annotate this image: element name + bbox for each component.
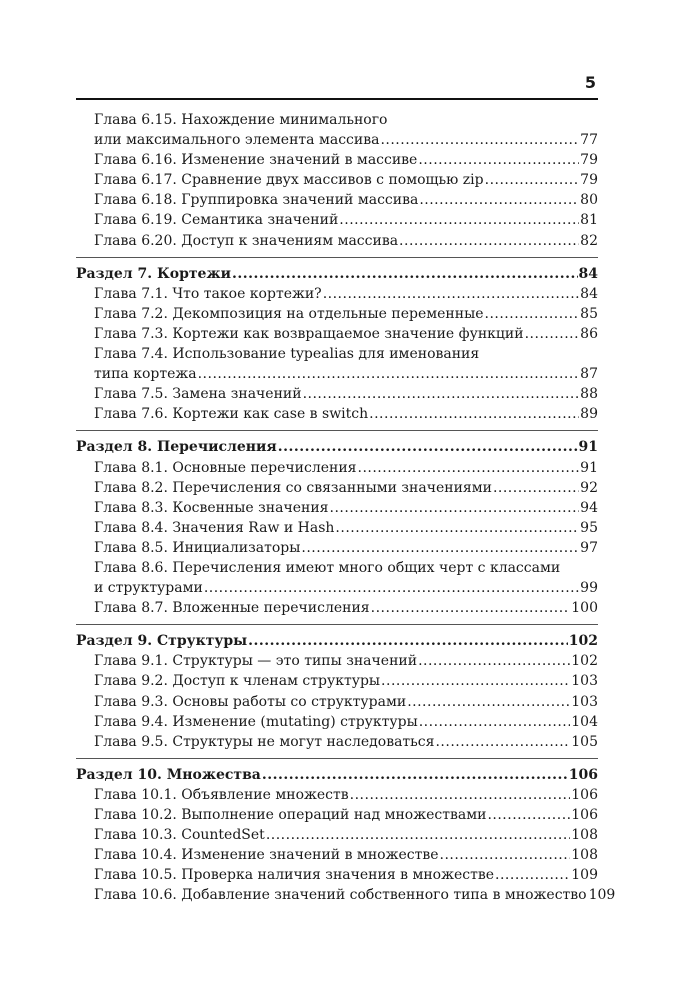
dot-leader [323,284,579,304]
toc-chapter-entry[interactable] [76,210,598,230]
toc-chapter-entry[interactable] [76,324,598,344]
dot-leader [350,785,571,805]
toc-section-block [76,430,598,618]
dot-leader [419,190,579,210]
chapter-title-line2-row [94,364,598,384]
toc-chapter-entry[interactable] [76,170,598,190]
chapter-title: Глава 10.6. Добавление значений собственного типа в множество [94,887,587,904]
dot-leader [198,364,580,384]
chapter-page-number: 88 [580,386,598,403]
section-page-number: 102 [568,633,598,650]
dot-leader [266,825,570,845]
toc-section-entry[interactable] [76,631,598,651]
chapter-page-number: 106 [571,786,598,803]
dot-leader [495,865,570,885]
toc-chapter-entry[interactable] [76,651,598,671]
dot-leader [435,732,570,752]
dot-leader [399,231,579,251]
toc-section-entry[interactable] [76,264,598,284]
chapter-page-number: 100 [571,600,598,617]
toc-chapter-entry[interactable] [76,284,598,304]
chapter-page-number: 81 [580,212,598,229]
toc-section-entry[interactable] [76,437,598,457]
chapter-title: Глава 6.20. Доступ к значениям массива [94,232,399,249]
chapter-page-number: 79 [580,172,598,189]
toc-chapter-entry[interactable] [76,518,598,538]
section-title: Раздел 8. Перечисления [76,439,277,456]
toc-chapter-entry[interactable] [76,825,598,845]
chapter-page-number: 91 [580,459,598,476]
chapter-title: Глава 8.3. Косвенные значения [94,499,329,516]
chapter-title: Глава 7.5. Замена значений [94,386,302,403]
chapter-title-line1: Глава 6.15. Нахождение минимального [94,112,388,128]
toc-chapter-entry[interactable] [76,404,598,424]
chapter-page-number: 106 [571,807,598,823]
chapter-page-number: 79 [580,152,598,169]
toc-chapter-entry[interactable] [76,344,598,384]
section-title: Раздел 9. Структуры [76,633,248,650]
toc-chapter-entry[interactable] [76,885,616,905]
chapter-title-line1: Глава 8.6. Перечисления имеют много общих черт с классами [94,559,561,576]
chapter-page-number: 86 [580,325,598,342]
toc-chapter-entry[interactable] [76,671,598,691]
toc-chapter-entry[interactable] [76,110,598,150]
toc-chapter-entry[interactable] [76,478,598,498]
toc-chapter-entry[interactable] [76,805,598,825]
dot-leader [278,437,578,457]
toc-chapter-entry[interactable] [76,384,598,404]
chapter-title: Глава 7.3. Кортежи как возвращаемое значение функций [94,325,524,342]
toc-chapter-entry[interactable] [76,598,598,618]
chapter-page-number: 84 [580,285,598,302]
chapter-title: Глава 6.18. Группировка значений массива [94,192,419,209]
dot-leader [301,538,579,558]
chapter-page-number: 108 [571,827,598,844]
toc-chapter-entry[interactable] [76,732,598,752]
chapter-title: Глава 10.3. CountedSet [94,827,265,844]
chapter-title: Глава 10.1. Объявление множеств [94,786,349,803]
toc-chapter-entry[interactable] [76,785,598,805]
section-title: Раздел 10. Множества [76,766,261,783]
chapter-page-number: 94 [580,499,598,516]
dot-leader [248,631,568,651]
toc-section-block [76,257,598,425]
chapter-page-number: 89 [580,406,598,423]
toc-chapter-entry[interactable] [76,458,598,478]
toc-chapter-entry[interactable] [76,845,598,865]
chapter-title: Глава 8.4. Значения Raw и Hash [94,519,335,536]
section-page-number: 91 [578,439,598,456]
section-page-number: 106 [568,766,598,783]
dot-leader [330,498,580,518]
chapter-title-line2: типа кортежа [94,366,197,383]
chapter-page-number: 82 [580,232,598,249]
dot-leader [371,598,571,618]
section-title: Раздел 7. Кортежи [76,265,231,282]
chapter-page-number: 102 [571,653,598,670]
chapter-page-number: 97 [580,539,598,556]
dot-leader [493,478,579,498]
chapter-title: Глава 10.2. Выполнение операций над множествами [94,807,487,823]
toc-chapter-entry[interactable] [76,150,598,170]
chapter-title: Глава 9.5. Структуры не могут наследоваться [94,733,435,750]
dot-leader [525,324,580,344]
toc-chapter-block [76,110,598,251]
dot-leader [419,712,571,732]
dot-leader [418,651,570,671]
chapter-page-number: 109 [588,887,616,904]
dot-leader [407,692,570,712]
chapter-title-line2-row [94,130,598,150]
dot-leader [232,264,578,284]
chapter-title-line2-row [94,578,598,598]
chapter-title: Глава 8.5. Инициализаторы [94,539,301,556]
chapter-page-number: 77 [580,132,598,149]
chapter-page-number: 104 [571,713,598,730]
dot-leader [204,578,579,598]
toc-chapter-entry[interactable] [76,538,598,558]
dot-leader [381,671,570,691]
toc-chapter-entry[interactable] [76,712,598,732]
chapter-page-number: 80 [580,192,598,209]
chapter-title: Глава 6.16. Изменение значений в массиве [94,152,418,169]
chapter-page-number: 92 [580,479,598,496]
chapter-title: Глава 6.19. Семантика значений [94,212,339,229]
chapter-page-number: 99 [580,580,598,597]
chapter-page-number: 95 [580,519,598,536]
chapter-page-number: 109 [571,867,598,884]
chapter-title: Глава 7.1. Что такое кортежи? [94,285,322,302]
toc-chapter-entry[interactable] [76,865,598,885]
section-page-number: 84 [578,265,598,282]
dot-leader [262,765,568,785]
dot-leader [380,130,579,150]
chapter-title: Глава 10.5. Проверка наличия значения в множестве [94,867,495,884]
dot-leader [369,404,579,424]
chapter-page-number: 85 [580,305,598,322]
dot-leader [339,210,579,230]
chapter-title-line1: Глава 7.4. Использование typealias для именования [94,346,480,363]
toc-chapter-entry[interactable] [76,304,598,324]
toc-chapter-entry[interactable] [76,498,598,518]
dot-leader [418,150,579,170]
toc-chapter-entry[interactable] [76,190,598,210]
dot-leader [440,845,571,865]
toc-section-block [76,758,616,906]
chapter-page-number: 103 [571,693,598,710]
chapter-title-line2: или максимального элемента массива [94,132,380,149]
chapter-title: Глава 8.1. Основные перечисления [94,459,357,476]
chapter-title: Глава 7.2. Декомпозиция на отдельные переменные [94,305,484,322]
dot-leader [487,805,570,825]
header-rule [76,98,598,100]
chapter-title: Глава 9.3. Основы работы со структурами [94,693,407,710]
page-number: 5 [584,73,596,92]
toc-section-block [76,624,598,752]
chapter-page-number: 103 [571,673,598,690]
dot-leader [358,458,580,478]
chapter-title-line2: и структурами [94,580,203,597]
chapter-title: Глава 9.1. Структуры — это типы значений [94,653,418,670]
chapter-title: Глава 9.2. Доступ к членам структуры [94,673,381,690]
dot-leader [485,304,580,324]
toc-section-entry[interactable] [76,765,598,785]
chapter-title: Глава 7.6. Кортежи как case в switch [94,406,369,423]
toc-chapter-entry[interactable] [76,231,598,251]
dot-leader [335,518,579,538]
chapter-page-number: 108 [571,847,598,864]
chapter-page-number: 87 [580,366,598,383]
dot-leader [303,384,580,404]
chapter-title: Глава 8.7. Вложенные перечисления [94,600,370,617]
chapter-title: Глава 8.2. Перечисления со связанными значениями [94,479,492,496]
dot-leader [485,170,580,190]
toc-chapter-entry[interactable] [76,558,598,598]
table-of-contents [76,110,616,905]
toc-chapter-entry[interactable] [76,692,598,712]
chapter-title: Глава 9.4. Изменение (mutating) структуры [94,713,418,730]
chapter-page-number: 105 [571,733,598,750]
chapter-title: Глава 6.17. Сравнение двух массивов с помощью zip [94,172,484,189]
chapter-title: Глава 10.4. Изменение значений в множестве [94,847,439,864]
